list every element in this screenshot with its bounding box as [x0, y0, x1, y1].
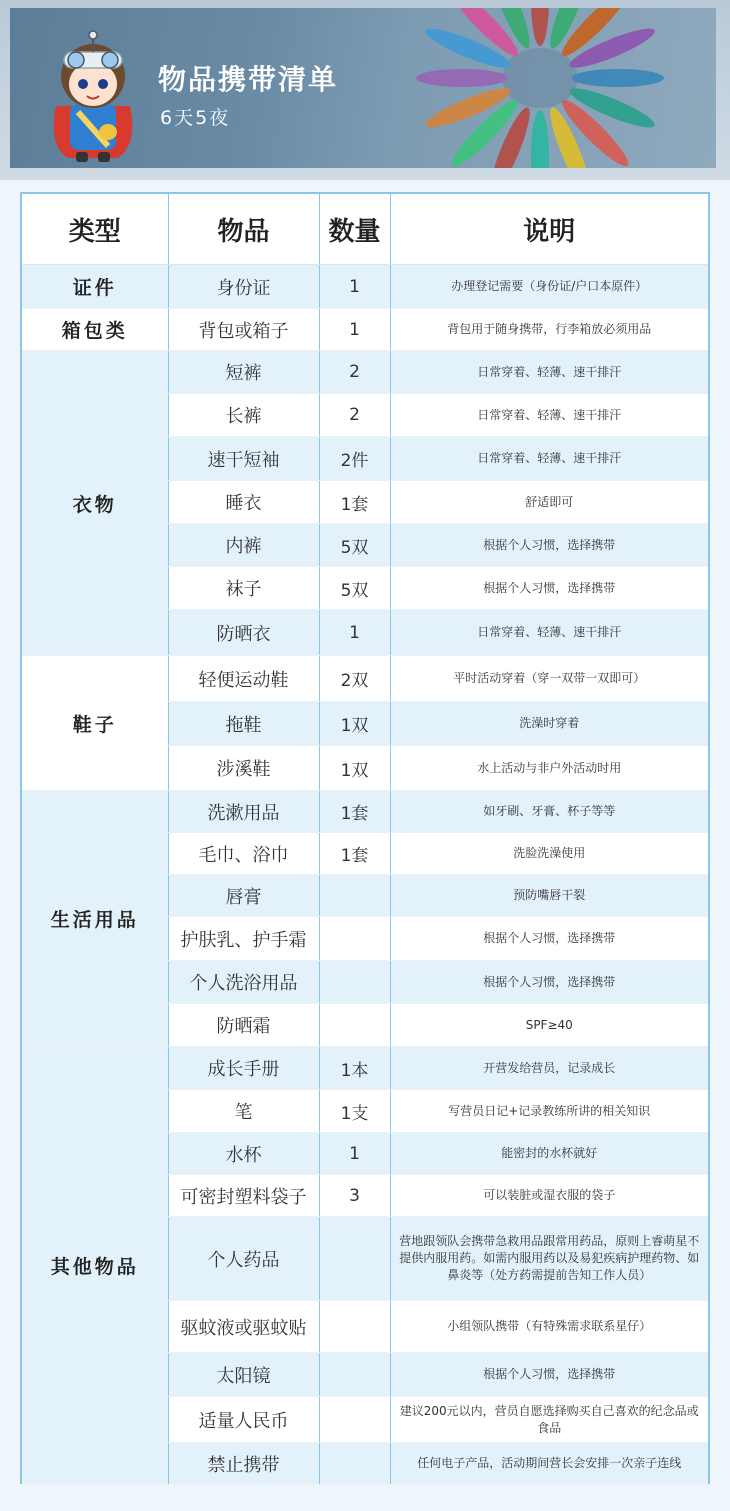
description-cell: 洗脸洗澡使用 — [390, 833, 708, 875]
description-cell: 根据个人习惯，选择携带 — [390, 567, 708, 610]
quantity-cell: 1套 — [319, 791, 390, 833]
column-header-item: 物品 — [168, 194, 319, 265]
category-cell: 衣物 — [22, 351, 168, 656]
description-cell: 舒适即可 — [390, 481, 708, 524]
category-cell: 鞋子 — [22, 656, 168, 791]
category-cell: 箱包类 — [22, 309, 168, 351]
table-row — [22, 265, 708, 309]
item-cell: 防晒霜 — [168, 1004, 319, 1047]
quantity-cell — [319, 1217, 390, 1301]
description-cell: 日常穿着、轻薄、速干排汗 — [390, 610, 708, 656]
quantity-cell: 1套 — [319, 833, 390, 875]
item-cell: 速干短袖 — [168, 437, 319, 481]
description-cell: 能密封的水杯就好 — [390, 1133, 708, 1175]
quantity-cell: 2 — [319, 351, 390, 394]
category-cell: 证件 — [22, 265, 168, 309]
description-cell: 平时活动穿着（穿一双带一双即可） — [390, 656, 708, 702]
description-cell: 任何电子产品，活动期间营长会安排一次亲子连线 — [390, 1443, 708, 1485]
quantity-cell — [319, 961, 390, 1004]
item-cell: 笔 — [168, 1090, 319, 1133]
item-cell: 身份证 — [168, 265, 319, 309]
description-cell: 根据个人习惯，选择携带 — [390, 961, 708, 1004]
quantity-cell: 1 — [319, 309, 390, 351]
item-cell: 洗漱用品 — [168, 791, 319, 833]
quantity-cell: 5双 — [319, 524, 390, 567]
item-cell: 唇膏 — [168, 875, 319, 917]
description-cell: 开营发给营员，记录成长 — [390, 1047, 708, 1090]
description-cell: 背包用于随身携带，行李箱放必须用品 — [390, 309, 708, 351]
column-header-type: 类型 — [22, 194, 168, 265]
description-cell: 如牙刷、牙膏、杯子等等 — [390, 791, 708, 833]
description-cell: 营地跟领队会携带急救用品跟常用药品，原则上睿萌星不提供内服用药。如需内服用药以及易犯疾病护理药物、如鼻炎等（处方药需提前告知工作人员） — [390, 1217, 708, 1301]
table-header-row — [22, 194, 708, 265]
item-cell: 睡衣 — [168, 481, 319, 524]
page-subtitle: 6天5夜 — [160, 107, 231, 129]
item-cell: 护肤乳、护手霜 — [168, 917, 319, 961]
description-cell: 建议200元以内，营员自愿选择购买自己喜欢的纪念品或食品 — [390, 1397, 708, 1443]
quantity-cell: 2双 — [319, 656, 390, 702]
quantity-cell: 1支 — [319, 1090, 390, 1133]
table-row — [22, 351, 708, 394]
quantity-cell — [319, 917, 390, 961]
item-cell: 涉溪鞋 — [168, 746, 319, 791]
quantity-cell: 2件 — [319, 437, 390, 481]
description-cell: 预防嘴唇干裂 — [390, 875, 708, 917]
category-cell: 生活用品 — [22, 791, 168, 1047]
description-cell: 根据个人习惯，选择携带 — [390, 917, 708, 961]
description-cell: 根据个人习惯，选择携带 — [390, 1353, 708, 1397]
item-cell: 成长手册 — [168, 1047, 319, 1090]
quantity-cell — [319, 1443, 390, 1485]
description-cell: 日常穿着、轻薄、速干排汗 — [390, 437, 708, 481]
quantity-cell: 1 — [319, 1133, 390, 1175]
quantity-cell: 1 — [319, 610, 390, 656]
item-cell: 短裤 — [168, 351, 319, 394]
table-row — [22, 309, 708, 351]
item-cell: 轻便运动鞋 — [168, 656, 319, 702]
item-cell: 适量人民币 — [168, 1397, 319, 1443]
description-cell: 办理登记需要（身份证/户口本原件） — [390, 265, 708, 309]
quantity-cell — [319, 1397, 390, 1443]
description-cell: 日常穿着、轻薄、速干排汗 — [390, 351, 708, 394]
description-cell: 洗澡时穿着 — [390, 702, 708, 746]
mascot-illustration — [38, 26, 148, 166]
item-cell: 袜子 — [168, 567, 319, 610]
quantity-cell: 1双 — [319, 746, 390, 791]
quantity-cell: 1套 — [319, 481, 390, 524]
item-cell: 可密封塑料袋子 — [168, 1175, 319, 1217]
quantity-cell: 1双 — [319, 702, 390, 746]
description-cell: 写营员日记+记录教练所讲的相关知识 — [390, 1090, 708, 1133]
category-cell: 其他物品 — [22, 1047, 168, 1485]
item-cell: 拖鞋 — [168, 702, 319, 746]
quantity-cell — [319, 875, 390, 917]
item-cell: 禁止携带 — [168, 1443, 319, 1485]
header-banner — [10, 8, 716, 168]
page-title: 物品携带清单 — [158, 63, 339, 96]
quantity-cell — [319, 1353, 390, 1397]
item-cell: 驱蚊液或驱蚊贴 — [168, 1301, 319, 1353]
column-header-description: 说明 — [390, 194, 708, 265]
item-cell: 个人洗浴用品 — [168, 961, 319, 1004]
item-cell: 防晒衣 — [168, 610, 319, 656]
item-cell: 背包或箱子 — [168, 309, 319, 351]
quantity-cell: 5双 — [319, 567, 390, 610]
description-cell: SPF≥40 — [390, 1004, 708, 1047]
quantity-cell: 1 — [319, 265, 390, 309]
kayak-circle-photo — [340, 8, 716, 168]
description-cell: 根据个人习惯，选择携带 — [390, 524, 708, 567]
item-cell: 毛巾、浴巾 — [168, 833, 319, 875]
quantity-cell: 3 — [319, 1175, 390, 1217]
column-header-quantity: 数量 — [319, 194, 390, 265]
description-cell: 水上活动与非户外活动时用 — [390, 746, 708, 791]
packing-list-table — [20, 192, 710, 1484]
table-row — [22, 791, 708, 833]
item-cell: 个人药品 — [168, 1217, 319, 1301]
quantity-cell — [319, 1301, 390, 1353]
item-cell: 内裤 — [168, 524, 319, 567]
description-cell: 小组领队携带（有特殊需求联系星仔） — [390, 1301, 708, 1353]
quantity-cell: 2 — [319, 394, 390, 437]
item-cell: 长裤 — [168, 394, 319, 437]
description-cell: 可以装脏或湿衣服的袋子 — [390, 1175, 708, 1217]
item-cell: 太阳镜 — [168, 1353, 319, 1397]
packing-table — [22, 194, 708, 1485]
table-row — [22, 1047, 708, 1090]
quantity-cell: 1本 — [319, 1047, 390, 1090]
description-cell: 日常穿着、轻薄、速干排汗 — [390, 394, 708, 437]
table-row — [22, 656, 708, 702]
item-cell: 水杯 — [168, 1133, 319, 1175]
quantity-cell — [319, 1004, 390, 1047]
